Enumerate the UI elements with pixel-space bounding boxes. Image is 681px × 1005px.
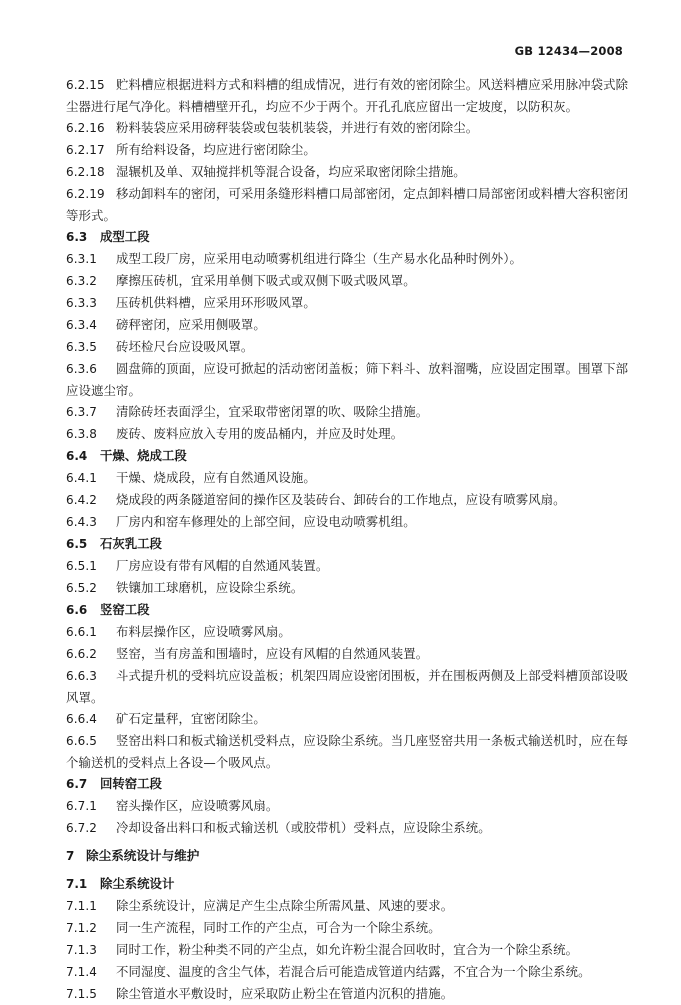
clause-number: 6.7.2 — [66, 821, 98, 835]
clause-number: 7 — [66, 849, 75, 863]
clause-paragraph — [66, 577, 632, 599]
clause-text: 所有给料设备，均应进行密闭除尘。 — [116, 142, 316, 157]
clause-text: 除尘管道水平敷设时，应采取防止粉尘在管道内沉积的措施。 — [116, 986, 454, 1001]
clause-paragraph — [66, 665, 632, 708]
clause-number: 6.3.3 — [66, 296, 98, 310]
section-heading — [66, 599, 632, 621]
clause-number: 6.5.1 — [66, 559, 98, 573]
section-heading — [66, 873, 632, 895]
section-heading — [66, 773, 632, 795]
section-heading — [66, 445, 632, 467]
clause-number: 6.6.4 — [66, 712, 98, 726]
clause-paragraph — [66, 730, 632, 773]
clause-number: 6.6.1 — [66, 625, 98, 639]
clause-paragraph — [66, 183, 632, 226]
clause-text: 干燥、烧成段，应有自然通风设施。 — [116, 470, 316, 485]
clause-text: 摩擦压砖机，宜采用单侧下吸式或双侧下吸式吸风罩。 — [116, 273, 416, 288]
clause-number: 6.3.7 — [66, 405, 98, 419]
clause-paragraph — [66, 917, 632, 939]
clause-text: 同时工作，粉尘种类不同的产尘点，如允许粉尘混合回收时，宜合为一个除尘系统。 — [116, 942, 579, 957]
section-heading — [66, 533, 632, 555]
clause-number: 6.2.16 — [66, 121, 105, 135]
clause-number: 6.6.5 — [66, 734, 98, 748]
clause-text: 不同湿度、温度的含尘气体，若混合后可能造成管道内结露，不宜合为一个除尘系统。 — [116, 964, 591, 979]
clause-number: 6.4.2 — [66, 493, 98, 507]
clause-text: 厂房应设有带有风帽的自然通风装置。 — [116, 558, 329, 573]
clause-number: 7.1 — [66, 877, 88, 891]
clause-text: 粉料装袋应采用磅秤装袋或包装机装袋，并进行有效的密闭除尘。 — [116, 120, 479, 135]
clause-paragraph — [66, 961, 632, 983]
clause-number: 6.7 — [66, 777, 88, 791]
clause-text: 厂房内和窑车修理处的上部空间，应设电动喷雾机组。 — [116, 514, 416, 529]
clause-text: 砖坯检尺台应设吸风罩。 — [116, 339, 254, 354]
clause-number: 6.4.1 — [66, 471, 98, 485]
clause-number: 6.3.2 — [66, 274, 98, 288]
standard-number: GB 12434—2008 — [514, 44, 623, 58]
clause-text: 回转窑工段 — [100, 776, 162, 791]
clause-paragraph — [66, 117, 632, 139]
clause-number: 6.4.3 — [66, 515, 98, 529]
clause-paragraph — [66, 139, 632, 161]
clause-paragraph — [66, 939, 632, 961]
clause-text: 铁镶加工球磨机，应设除尘系统。 — [116, 580, 304, 595]
clause-paragraph — [66, 248, 632, 270]
clause-text: 竖窑，当有房盖和围墙时，应设有风帽的自然通风装置。 — [116, 646, 429, 661]
clause-number: 6.3.8 — [66, 427, 98, 441]
clause-number: 6.2.18 — [66, 165, 105, 179]
clause-number: 6.5.2 — [66, 581, 98, 595]
clause-text: 湿辗机及单、双轴搅拌机等混合设备，均应采取密闭除尘措施。 — [116, 164, 466, 179]
clause-paragraph — [66, 643, 632, 665]
clause-paragraph — [66, 489, 632, 511]
clause-paragraph — [66, 555, 632, 577]
clause-number: 6.3.5 — [66, 340, 98, 354]
clause-paragraph — [66, 511, 632, 533]
clause-number: 6.2.17 — [66, 143, 105, 157]
clause-number: 6.5 — [66, 537, 88, 551]
clause-paragraph — [66, 74, 632, 117]
clause-paragraph — [66, 270, 632, 292]
clause-text: 除尘系统设计，应满足产生尘点除尘所需风量、风速的要求。 — [116, 898, 454, 913]
clause-paragraph — [66, 621, 632, 643]
clause-number: 6.6.3 — [66, 669, 98, 683]
clause-paragraph — [66, 161, 632, 183]
clause-text: 除尘系统设计 — [100, 876, 175, 891]
clause-text: 冷却设备出料口和板式输送机（或胶带机）受料点，应设除尘系统。 — [116, 820, 491, 835]
clause-text: 除尘系统设计与维护 — [86, 848, 200, 863]
clause-paragraph — [66, 708, 632, 730]
clause-number: 6.6.2 — [66, 647, 98, 661]
clause-text: 布料层操作区，应设喷雾风扇。 — [116, 624, 291, 639]
clause-text: 烧成段的两条隧道窑间的操作区及装砖台、卸砖台的工作地点，应设有喷雾风扇。 — [116, 492, 566, 507]
clause-paragraph — [66, 817, 632, 839]
clause-paragraph — [66, 292, 632, 314]
clause-text: 磅秤密闭，应采用侧吸罩。 — [116, 317, 266, 332]
clause-paragraph — [66, 795, 632, 817]
clause-text: 同一生产流程，同时工作的产尘点，可合为一个除尘系统。 — [116, 920, 441, 935]
clause-text: 矿石定量秤，宜密闭除尘。 — [116, 711, 266, 726]
clause-paragraph — [66, 401, 632, 423]
clause-number: 6.2.19 — [66, 187, 105, 201]
section-heading — [66, 226, 632, 248]
clause-number: 7.1.3 — [66, 943, 98, 957]
clause-number: 6.2.15 — [66, 78, 105, 92]
clause-number: 7.1.4 — [66, 965, 98, 979]
clause-paragraph — [66, 895, 632, 917]
clause-text: 清除砖坯表面浮尘，宜采取带密闭罩的吹、吸除尘措施。 — [116, 404, 429, 419]
clause-number: 6.6 — [66, 603, 88, 617]
clause-text: 移动卸料车的密闭，可采用条缝形料槽口局部密闭，定点卸料槽口局部密闭或料槽大容积密闭等形式。 — [66, 186, 629, 223]
clause-number: 6.4 — [66, 449, 88, 463]
clause-text: 圆盘筛的顶面，应设可掀起的活动密闭盖板；筛下料斗、放料溜嘴，应设固定围罩。围罩下部应设遮尘帘。 — [66, 361, 629, 398]
clause-number: 6.3.4 — [66, 318, 98, 332]
clause-number: 7.1.1 — [66, 899, 98, 913]
clause-text: 贮料槽应根据进料方式和料槽的组成情况，进行有效的密闭除尘。风送料槽应采用脉冲袋式除尘器进行尾气净化。料槽槽壁开孔，均应不少于两个。开孔孔底应留出一定坡度，以防积灰。 — [66, 77, 629, 114]
clause-number: 6.3 — [66, 230, 88, 244]
clause-text: 干燥、烧成工段 — [100, 448, 187, 463]
clause-text: 竖窑工段 — [100, 602, 150, 617]
clause-number: 6.7.1 — [66, 799, 98, 813]
clause-text: 石灰乳工段 — [100, 536, 162, 551]
clause-number: 6.3.6 — [66, 362, 98, 376]
clause-text: 废砖、废料应放入专用的废品桶内，并应及时处理。 — [116, 426, 404, 441]
clause-text: 窑头操作区，应设喷雾风扇。 — [116, 798, 279, 813]
clause-text: 成型工段厂房，应采用电动喷雾机组进行降尘（生产易水化品种时例外）。 — [116, 251, 522, 266]
clause-paragraph — [66, 983, 632, 1005]
clause-paragraph — [66, 358, 632, 401]
clause-paragraph — [66, 467, 632, 489]
document-body — [66, 74, 632, 1005]
clause-paragraph — [66, 423, 632, 445]
clause-text: 斗式提升机的受料坑应设盖板；机架四周应设密闭围板，并在围板两侧及上部受料槽顶部设吸风罩。 — [66, 668, 629, 705]
clause-text: 竖窑出料口和板式输送机受料点，应设除尘系统。当几座竖窑共用一条板式输送机时，应在每个输送机的受料点上各设—个吸风点。 — [66, 733, 629, 770]
clause-number: 7.1.2 — [66, 921, 98, 935]
clause-text: 成型工段 — [100, 229, 150, 244]
clause-text: 压砖机供料槽，应采用环形吸风罩。 — [116, 295, 316, 310]
clause-paragraph — [66, 336, 632, 358]
clause-number: 7.1.5 — [66, 987, 98, 1001]
chapter-heading — [66, 845, 632, 867]
clause-number: 6.3.1 — [66, 252, 98, 266]
clause-paragraph — [66, 314, 632, 336]
